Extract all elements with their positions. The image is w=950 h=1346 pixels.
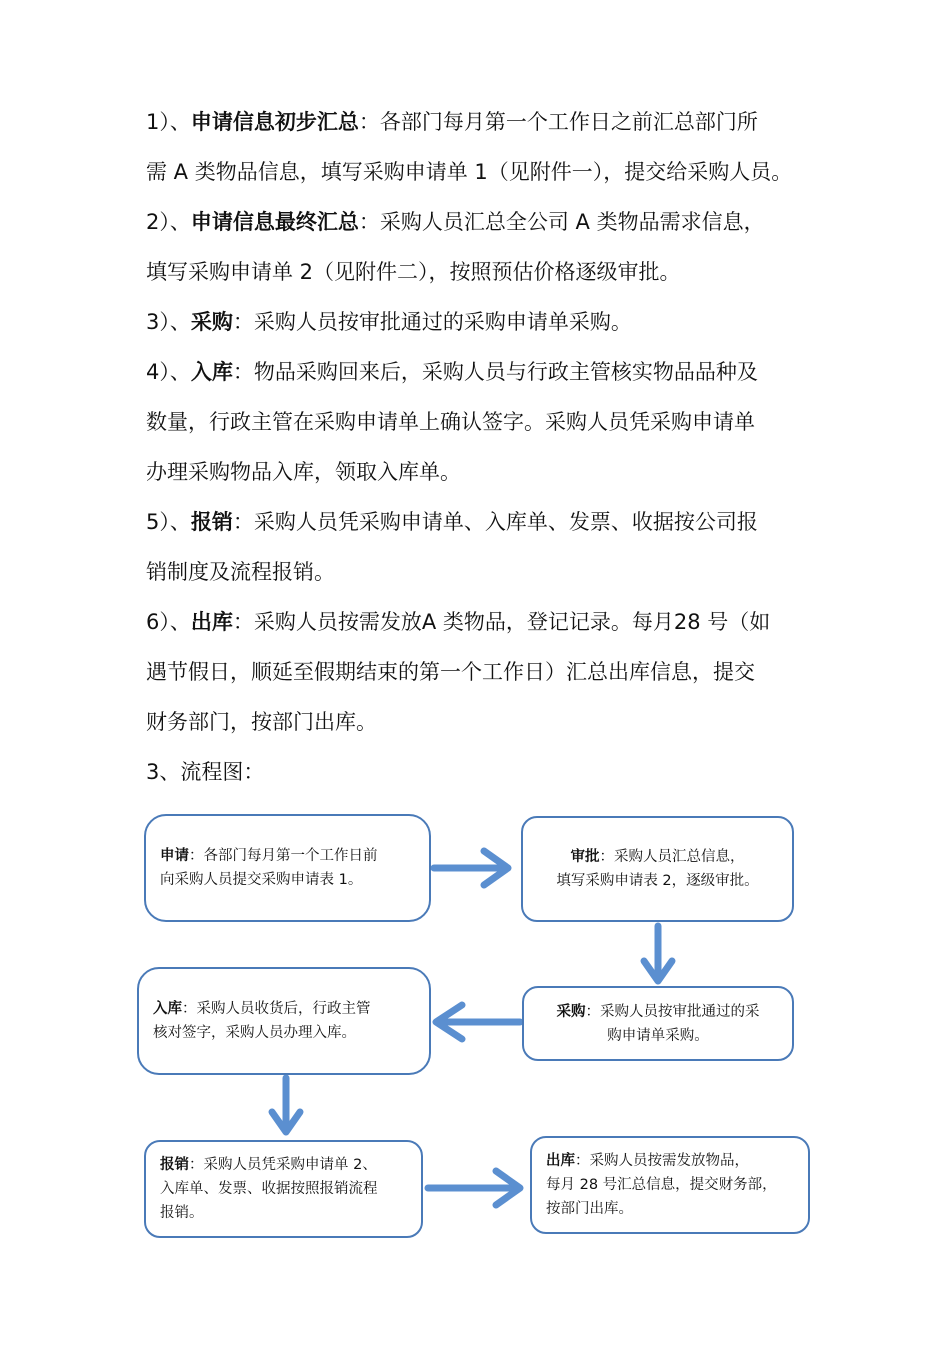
box-text: 采购人员按审批通过的采 — [600, 1003, 760, 1020]
flow-box-stock-out — [530, 1136, 810, 1234]
box-title: 审批 — [570, 849, 600, 865]
paragraph-text: 财务部门，按部门出库。 — [146, 710, 377, 734]
box-text: 采购人员按需发放物品， — [589, 1153, 749, 1169]
paragraph-number: 1）、 — [146, 110, 191, 134]
separator: ： — [232, 510, 254, 534]
paragraph-number: 3）、 — [146, 310, 191, 334]
box-text: 各部门每月第一个工作日前 — [203, 848, 378, 864]
separator: ： — [189, 1157, 204, 1173]
paragraph-text: 采购人员汇总全公司 A 类物品需求信息， — [379, 210, 765, 234]
box-title: 出库 — [546, 1153, 575, 1169]
box-text: 按部门出库。 — [546, 1201, 633, 1217]
arrow-right-icon — [428, 1171, 520, 1205]
box-text: 报销。 — [160, 1205, 204, 1221]
separator: ： — [358, 110, 380, 134]
flow-box-stock-in — [137, 967, 431, 1075]
separator: ： — [182, 1001, 197, 1017]
box-title: 采购 — [556, 1003, 586, 1020]
box-text: 采购人员汇总信息， — [614, 849, 745, 865]
flow-box-purchase — [522, 986, 794, 1061]
arrow-left-icon — [436, 1005, 520, 1039]
box-text: 入库单、发票、收据按照报销流程 — [160, 1181, 378, 1197]
paragraph-text: 采购人员按需发放A 类物品，登记记录。每月28 号（如 — [253, 610, 771, 634]
separator: ： — [358, 210, 380, 234]
box-text: 每月 28 号汇总信息，提交财务部， — [546, 1177, 777, 1193]
paragraph-text: 办理采购物品入库，领取入库单。 — [146, 460, 461, 484]
paragraph-number: 5）、 — [146, 510, 191, 534]
paragraph-text: 采购人员凭采购申请单、入库单、发票、收据按公司报 — [253, 510, 758, 534]
paragraph-text: 物品采购回来后，采购人员与行政主管核实物品品种及 — [253, 360, 758, 384]
paragraph-text: 各部门每月第一个工作日之前汇总部门所 — [379, 110, 758, 134]
separator: ： — [585, 1003, 600, 1020]
paragraph-text: 需 A 类物品信息，填写采购申请单 1（见附件一），提交给采购人员。 — [146, 160, 793, 184]
arrow-right-icon — [434, 851, 508, 885]
paragraph-title: 报销 — [190, 510, 233, 534]
paragraph-text: 采购人员按审批通过的采购申请单采购。 — [253, 310, 632, 334]
separator: ： — [232, 310, 254, 334]
paragraph-text: 销制度及流程报销。 — [146, 560, 335, 584]
paragraph-title: 申请信息初步汇总 — [190, 110, 359, 134]
section-heading: 3、流程图： — [146, 760, 265, 784]
separator: ： — [189, 848, 204, 864]
box-text: 填写采购申请表 2，逐级审批。 — [556, 873, 759, 889]
arrow-down-icon — [644, 926, 672, 981]
separator: ： — [575, 1153, 590, 1169]
paragraph-number: 4）、 — [146, 360, 191, 384]
box-title: 入库 — [153, 1001, 182, 1017]
arrow-down-icon — [272, 1078, 300, 1132]
flow-box-reimburse — [144, 1140, 423, 1238]
box-title: 报销 — [160, 1157, 189, 1173]
box-text: 向采购人员提交采购申请表 1。 — [160, 872, 363, 888]
paragraph-number: 6）、 — [146, 610, 191, 634]
box-text: 核对签字，采购人员办理入库。 — [153, 1025, 356, 1041]
box-text: 采购人员凭采购申请单 2、 — [203, 1157, 377, 1173]
flow-box-approve — [521, 816, 794, 922]
paragraph-number: 2）、 — [146, 210, 191, 234]
separator: ： — [599, 849, 614, 865]
box-title: 申请 — [160, 848, 189, 864]
paragraph-text: 填写采购申请单 2（见附件二），按照预估价格逐级审批。 — [146, 260, 681, 284]
flow-box-apply — [144, 814, 431, 922]
box-text: 采购人员收货后，行政主管 — [196, 1001, 371, 1017]
paragraph-title: 申请信息最终汇总 — [190, 210, 359, 234]
paragraph-title: 采购 — [190, 310, 233, 334]
separator: ： — [232, 360, 254, 384]
paragraph-text: 遇节假日，顺延至假期结束的第一个工作日）汇总出库信息，提交 — [146, 660, 755, 684]
box-text: 购申请单采购。 — [607, 1027, 709, 1044]
separator: ： — [232, 610, 254, 634]
paragraph-title: 出库 — [190, 610, 233, 634]
paragraph-text: 数量，行政主管在采购申请单上确认签字。采购人员凭采购申请单 — [146, 410, 755, 434]
paragraph-title: 入库 — [190, 360, 233, 384]
